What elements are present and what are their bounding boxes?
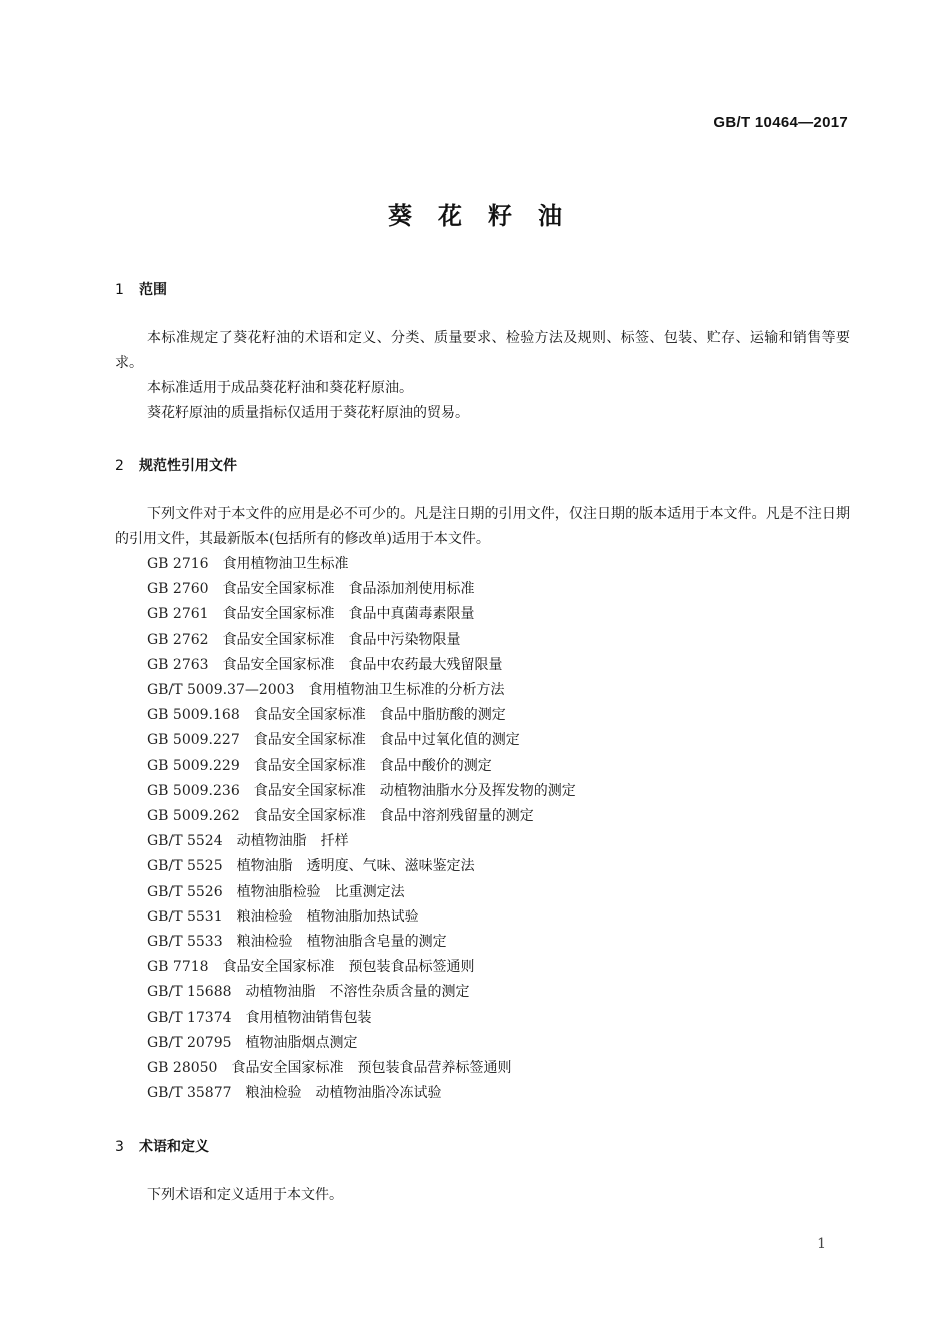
reference-item — [147, 678, 576, 703]
reference-title: 食品安全国家标准 食品中真菌毒素限量 — [222, 606, 475, 623]
reference-code: GB/T 15688 — [147, 984, 232, 1001]
section-1-paragraph-3: 葵花籽原油的质量指标仅适用于葵花籽原油的贸易。 — [147, 405, 469, 421]
standard-code: GB/T 10464—2017 — [713, 114, 848, 131]
reference-item — [147, 905, 576, 930]
reference-item — [147, 854, 576, 879]
section-title: 规范性引用文件 — [139, 458, 237, 474]
reference-code: GB/T 5531 — [147, 908, 223, 925]
reference-item — [147, 1031, 576, 1056]
reference-item — [147, 602, 576, 627]
reference-title: 粮油检验 植物油脂含皂量的测定 — [236, 934, 447, 951]
reference-title: 动植物油脂 不溶性杂质含量的测定 — [245, 984, 470, 1001]
reference-item — [147, 577, 576, 602]
section-number: 2 — [115, 458, 124, 474]
section-1-paragraph-1: 本标准规定了葵花籽油的术语和定义、分类、质量要求、检验方法及规则、标签、包装、贮存、运输和销售等要求。 — [115, 330, 850, 371]
reference-item — [147, 552, 576, 577]
reference-title: 食用植物油卫生标准的分析方法 — [308, 682, 505, 699]
reference-title: 食品安全国家标准 食品中脂肪酸的测定 — [253, 707, 506, 724]
reference-item — [147, 1056, 576, 1081]
reference-title: 粮油检验 动植物油脂冷冻试验 — [245, 1085, 442, 1102]
reference-code: GB 5009.168 — [147, 707, 240, 724]
reference-item — [147, 804, 576, 829]
reference-code: GB/T 5009.37—2003 — [147, 682, 295, 699]
reference-item — [147, 1006, 576, 1031]
section-title: 术语和定义 — [139, 1139, 209, 1155]
reference-title: 植物油脂检验 比重测定法 — [236, 883, 405, 900]
reference-title: 植物油脂 透明度、气味、滋味鉴定法 — [236, 858, 475, 875]
reference-code: GB 5009.262 — [147, 808, 240, 825]
section-1-heading — [115, 279, 167, 299]
reference-item — [147, 653, 576, 678]
reference-title: 食用植物油卫生标准 — [222, 556, 349, 572]
reference-item — [147, 1081, 576, 1106]
reference-item — [147, 980, 576, 1005]
reference-code: GB/T 35877 — [147, 1085, 232, 1102]
reference-code: GB 5009.227 — [147, 732, 240, 749]
reference-title: 食品安全国家标准 食品中酸价的测定 — [253, 757, 492, 774]
reference-title: 食品安全国家标准 食品添加剂使用标准 — [222, 581, 475, 598]
reference-item — [147, 930, 576, 955]
reference-code: GB 2761 — [147, 606, 209, 623]
section-3-paragraph-1: 下列术语和定义适用于本文件。 — [147, 1187, 343, 1203]
section-title: 范围 — [139, 282, 167, 298]
reference-list — [147, 552, 576, 1106]
reference-title: 食用植物油销售包装 — [245, 1009, 372, 1026]
reference-item — [147, 829, 576, 854]
reference-title: 食品安全国家标准 预包装食品营养标签通则 — [231, 1060, 512, 1077]
reference-item — [147, 880, 576, 905]
reference-code: GB/T 5525 — [147, 858, 223, 875]
section-number: 3 — [115, 1139, 124, 1155]
reference-title: 食品安全国家标准 食品中溶剂残留量的测定 — [253, 808, 534, 825]
section-2-heading — [115, 455, 237, 475]
reference-item — [147, 955, 576, 980]
reference-code: GB 2760 — [147, 581, 209, 598]
section-2-intro: 下列文件对于本文件的应用是必不可少的。凡是注日期的引用文件，仅注日期的版本适用于本文件。凡是不注日期的引用文件，其最新版本(包括所有的修改单)适用于本文件。 — [115, 506, 850, 547]
reference-title: 食品安全国家标准 食品中过氧化值的测定 — [253, 732, 520, 749]
section-1-paragraph-2: 本标准适用于成品葵花籽油和葵花籽原油。 — [147, 380, 413, 396]
reference-code: GB 7718 — [147, 959, 209, 976]
reference-item — [147, 628, 576, 653]
reference-title: 食品安全国家标准 食品中农药最大残留限量 — [222, 656, 503, 673]
page-number: 1 — [817, 1236, 826, 1252]
document-title: 葵花籽油 — [388, 202, 588, 230]
reference-code: GB/T 5526 — [147, 883, 223, 900]
section-3-heading — [115, 1136, 209, 1156]
reference-code: GB 5009.236 — [147, 782, 240, 799]
reference-item — [147, 728, 576, 753]
reference-title: 粮油检验 植物油脂加热试验 — [236, 908, 419, 925]
reference-title: 食品安全国家标准 动植物油脂水分及挥发物的测定 — [253, 782, 576, 799]
reference-item — [147, 703, 576, 728]
reference-code: GB 2763 — [147, 656, 209, 673]
reference-title: 食品安全国家标准 食品中污染物限量 — [222, 631, 461, 648]
reference-title: 植物油脂烟点测定 — [245, 1034, 358, 1051]
reference-code: GB/T 5524 — [147, 833, 223, 850]
reference-code: GB 2716 — [147, 556, 209, 572]
reference-item — [147, 754, 576, 779]
reference-code: GB/T 17374 — [147, 1009, 232, 1026]
reference-code: GB 28050 — [147, 1060, 218, 1077]
reference-code: GB/T 20795 — [147, 1034, 232, 1051]
reference-code: GB 5009.229 — [147, 757, 240, 774]
reference-title: 食品安全国家标准 预包装食品标签通则 — [222, 959, 475, 976]
reference-item — [147, 779, 576, 804]
reference-title: 动植物油脂 扦样 — [236, 833, 349, 850]
reference-code: GB/T 5533 — [147, 934, 223, 951]
section-number: 1 — [115, 282, 124, 298]
reference-code: GB 2762 — [147, 631, 209, 648]
